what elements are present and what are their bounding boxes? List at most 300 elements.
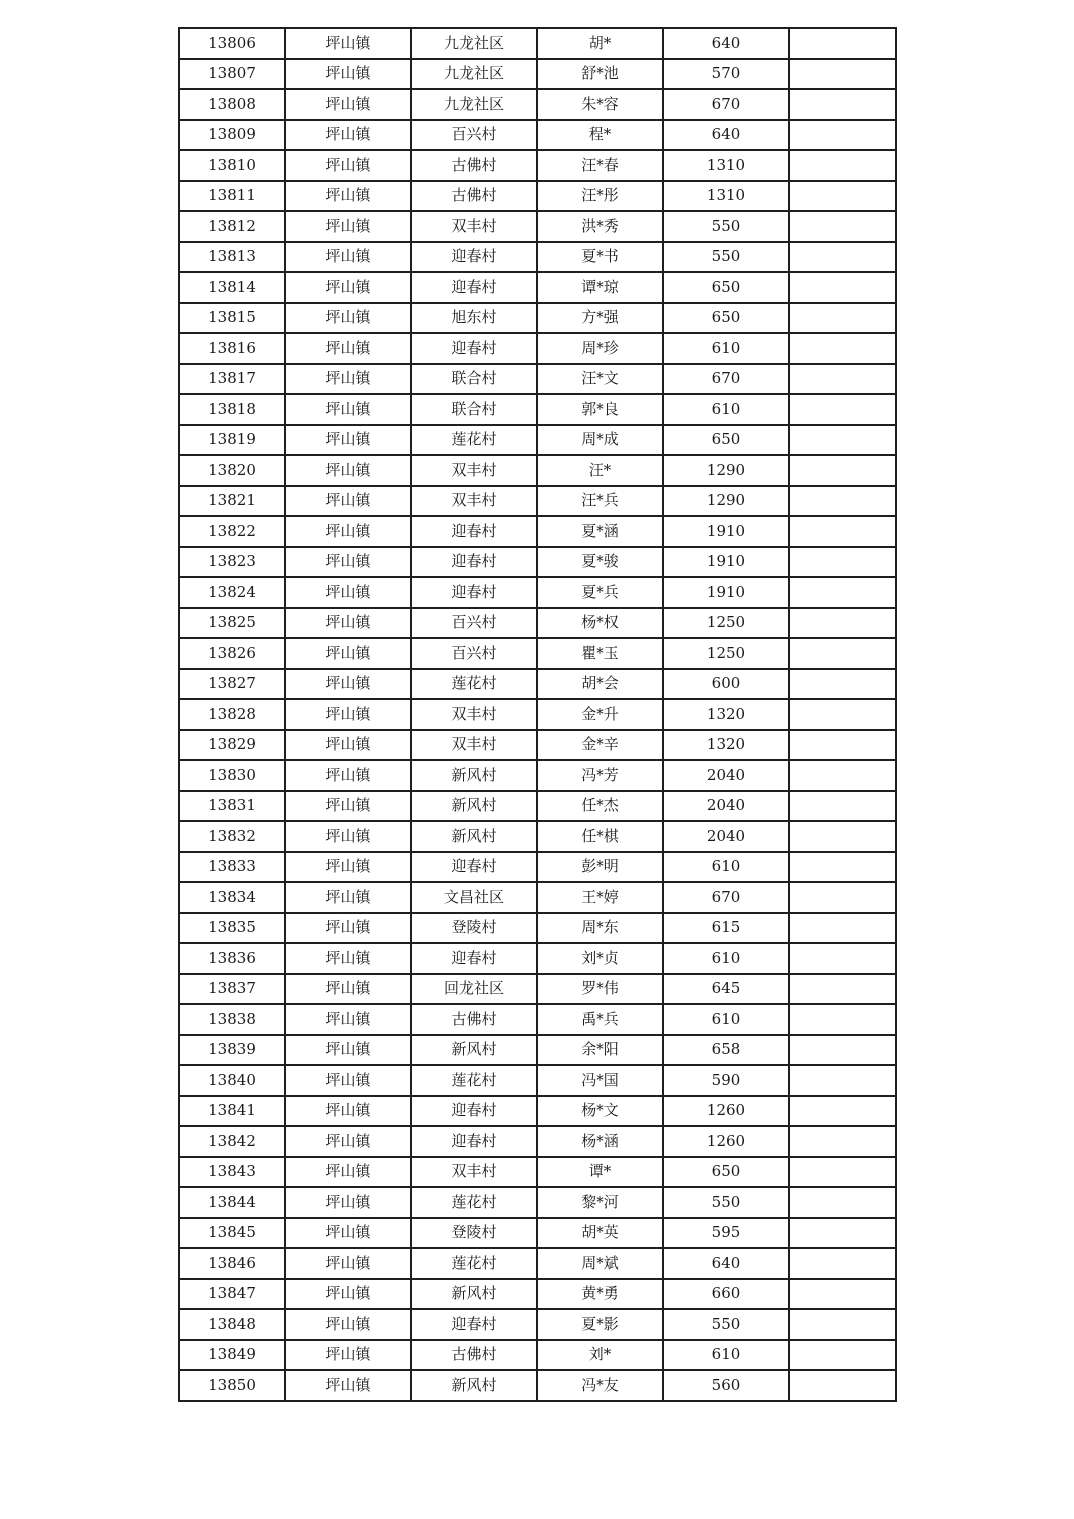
cell-town: 坪山镇 bbox=[285, 1309, 411, 1340]
cell-name: 胡*英 bbox=[537, 1218, 663, 1249]
cell-village: 新风村 bbox=[411, 760, 537, 791]
cell-note bbox=[789, 1157, 896, 1188]
cell-town: 坪山镇 bbox=[285, 943, 411, 974]
cell-note bbox=[789, 730, 896, 761]
cell-village: 迎春村 bbox=[411, 577, 537, 608]
cell-amount: 658 bbox=[663, 1035, 789, 1066]
cell-note bbox=[789, 1370, 896, 1401]
cell-village: 迎春村 bbox=[411, 852, 537, 883]
cell-serial-number: 13833 bbox=[179, 852, 285, 883]
cell-name: 刘*贞 bbox=[537, 943, 663, 974]
cell-town: 坪山镇 bbox=[285, 1218, 411, 1249]
cell-amount: 670 bbox=[663, 89, 789, 120]
cell-note bbox=[789, 791, 896, 822]
cell-note bbox=[789, 28, 896, 59]
cell-village: 迎春村 bbox=[411, 272, 537, 303]
cell-serial-number: 13843 bbox=[179, 1157, 285, 1188]
cell-town: 坪山镇 bbox=[285, 974, 411, 1005]
cell-serial-number: 13839 bbox=[179, 1035, 285, 1066]
cell-serial-number: 13806 bbox=[179, 28, 285, 59]
cell-name: 汪*春 bbox=[537, 150, 663, 181]
cell-name: 彭*明 bbox=[537, 852, 663, 883]
cell-name: 余*阳 bbox=[537, 1035, 663, 1066]
table-row bbox=[179, 333, 896, 364]
cell-name: 周*成 bbox=[537, 425, 663, 456]
cell-serial-number: 13809 bbox=[179, 120, 285, 151]
cell-village: 迎春村 bbox=[411, 547, 537, 578]
cell-serial-number: 13817 bbox=[179, 364, 285, 395]
table-row bbox=[179, 699, 896, 730]
cell-name: 胡* bbox=[537, 28, 663, 59]
cell-name: 冯*国 bbox=[537, 1065, 663, 1096]
cell-village: 新风村 bbox=[411, 1370, 537, 1401]
cell-serial-number: 13814 bbox=[179, 272, 285, 303]
cell-note bbox=[789, 852, 896, 883]
cell-name: 夏*影 bbox=[537, 1309, 663, 1340]
cell-amount: 640 bbox=[663, 1248, 789, 1279]
cell-amount: 550 bbox=[663, 211, 789, 242]
cell-amount: 2040 bbox=[663, 821, 789, 852]
cell-town: 坪山镇 bbox=[285, 669, 411, 700]
cell-amount: 550 bbox=[663, 1309, 789, 1340]
cell-amount: 1290 bbox=[663, 486, 789, 517]
cell-serial-number: 13836 bbox=[179, 943, 285, 974]
table-row bbox=[179, 852, 896, 883]
cell-village: 文昌社区 bbox=[411, 882, 537, 913]
cell-serial-number: 13826 bbox=[179, 638, 285, 669]
cell-amount: 1260 bbox=[663, 1096, 789, 1127]
cell-note bbox=[789, 1248, 896, 1279]
cell-note bbox=[789, 89, 896, 120]
cell-name: 朱*容 bbox=[537, 89, 663, 120]
table-row bbox=[179, 1004, 896, 1035]
cell-name: 禹*兵 bbox=[537, 1004, 663, 1035]
cell-serial-number: 13818 bbox=[179, 394, 285, 425]
cell-town: 坪山镇 bbox=[285, 242, 411, 273]
cell-town: 坪山镇 bbox=[285, 1035, 411, 1066]
cell-amount: 550 bbox=[663, 242, 789, 273]
cell-town: 坪山镇 bbox=[285, 882, 411, 913]
cell-amount: 1320 bbox=[663, 699, 789, 730]
cell-town: 坪山镇 bbox=[285, 516, 411, 547]
table-row bbox=[179, 1187, 896, 1218]
cell-note bbox=[789, 455, 896, 486]
cell-serial-number: 13815 bbox=[179, 303, 285, 334]
cell-amount: 650 bbox=[663, 303, 789, 334]
cell-serial-number: 13832 bbox=[179, 821, 285, 852]
table-row bbox=[179, 486, 896, 517]
table-row bbox=[179, 150, 896, 181]
cell-note bbox=[789, 1126, 896, 1157]
cell-note bbox=[789, 1279, 896, 1310]
table-row bbox=[179, 59, 896, 90]
cell-town: 坪山镇 bbox=[285, 1340, 411, 1371]
table-row bbox=[179, 1065, 896, 1096]
cell-town: 坪山镇 bbox=[285, 730, 411, 761]
cell-town: 坪山镇 bbox=[285, 181, 411, 212]
cell-serial-number: 13823 bbox=[179, 547, 285, 578]
table-row bbox=[179, 425, 896, 456]
roster-table bbox=[178, 27, 897, 1402]
cell-note bbox=[789, 913, 896, 944]
cell-name: 夏*涵 bbox=[537, 516, 663, 547]
cell-name: 舒*池 bbox=[537, 59, 663, 90]
cell-village: 九龙社区 bbox=[411, 59, 537, 90]
cell-serial-number: 13811 bbox=[179, 181, 285, 212]
cell-name: 冯*友 bbox=[537, 1370, 663, 1401]
cell-name: 汪* bbox=[537, 455, 663, 486]
cell-name: 金*辛 bbox=[537, 730, 663, 761]
cell-note bbox=[789, 333, 896, 364]
cell-town: 坪山镇 bbox=[285, 608, 411, 639]
cell-village: 双丰村 bbox=[411, 730, 537, 761]
cell-village: 莲花村 bbox=[411, 1065, 537, 1096]
cell-note bbox=[789, 486, 896, 517]
cell-note bbox=[789, 760, 896, 791]
cell-town: 坪山镇 bbox=[285, 364, 411, 395]
cell-note bbox=[789, 577, 896, 608]
cell-amount: 610 bbox=[663, 1004, 789, 1035]
cell-village: 九龙社区 bbox=[411, 89, 537, 120]
cell-village: 古佛村 bbox=[411, 1004, 537, 1035]
cell-name: 杨*权 bbox=[537, 608, 663, 639]
cell-note bbox=[789, 1096, 896, 1127]
cell-note bbox=[789, 974, 896, 1005]
cell-village: 旭东村 bbox=[411, 303, 537, 334]
cell-village: 迎春村 bbox=[411, 242, 537, 273]
cell-note bbox=[789, 425, 896, 456]
cell-amount: 1260 bbox=[663, 1126, 789, 1157]
cell-serial-number: 13820 bbox=[179, 455, 285, 486]
cell-name: 刘* bbox=[537, 1340, 663, 1371]
cell-village: 莲花村 bbox=[411, 1248, 537, 1279]
cell-town: 坪山镇 bbox=[285, 272, 411, 303]
cell-note bbox=[789, 1187, 896, 1218]
cell-name: 程* bbox=[537, 120, 663, 151]
cell-serial-number: 13847 bbox=[179, 1279, 285, 1310]
cell-town: 坪山镇 bbox=[285, 394, 411, 425]
cell-town: 坪山镇 bbox=[285, 577, 411, 608]
table-row bbox=[179, 181, 896, 212]
table-row bbox=[179, 364, 896, 395]
cell-note bbox=[789, 211, 896, 242]
cell-serial-number: 13827 bbox=[179, 669, 285, 700]
cell-village: 新风村 bbox=[411, 1279, 537, 1310]
cell-town: 坪山镇 bbox=[285, 638, 411, 669]
cell-town: 坪山镇 bbox=[285, 1157, 411, 1188]
cell-note bbox=[789, 943, 896, 974]
cell-town: 坪山镇 bbox=[285, 455, 411, 486]
cell-town: 坪山镇 bbox=[285, 1370, 411, 1401]
table-row bbox=[179, 516, 896, 547]
cell-name: 汪*兵 bbox=[537, 486, 663, 517]
table-row bbox=[179, 1157, 896, 1188]
cell-name: 谭*琼 bbox=[537, 272, 663, 303]
cell-note bbox=[789, 699, 896, 730]
cell-town: 坪山镇 bbox=[285, 28, 411, 59]
table-row bbox=[179, 28, 896, 59]
cell-note bbox=[789, 242, 896, 273]
cell-village: 莲花村 bbox=[411, 1187, 537, 1218]
cell-serial-number: 13842 bbox=[179, 1126, 285, 1157]
cell-name: 夏*骏 bbox=[537, 547, 663, 578]
cell-amount: 1310 bbox=[663, 181, 789, 212]
cell-note bbox=[789, 59, 896, 90]
cell-note bbox=[789, 1340, 896, 1371]
table-row bbox=[179, 1248, 896, 1279]
cell-name: 任*棋 bbox=[537, 821, 663, 852]
cell-serial-number: 13812 bbox=[179, 211, 285, 242]
cell-amount: 560 bbox=[663, 1370, 789, 1401]
cell-serial-number: 13844 bbox=[179, 1187, 285, 1218]
cell-amount: 610 bbox=[663, 1340, 789, 1371]
cell-serial-number: 13841 bbox=[179, 1096, 285, 1127]
cell-note bbox=[789, 150, 896, 181]
table-row bbox=[179, 1370, 896, 1401]
table-row bbox=[179, 547, 896, 578]
table-row bbox=[179, 272, 896, 303]
cell-town: 坪山镇 bbox=[285, 913, 411, 944]
table-row bbox=[179, 882, 896, 913]
cell-village: 新风村 bbox=[411, 821, 537, 852]
cell-town: 坪山镇 bbox=[285, 1279, 411, 1310]
cell-serial-number: 13822 bbox=[179, 516, 285, 547]
cell-serial-number: 13816 bbox=[179, 333, 285, 364]
cell-serial-number: 13831 bbox=[179, 791, 285, 822]
cell-amount: 670 bbox=[663, 882, 789, 913]
table-row bbox=[179, 394, 896, 425]
cell-village: 莲花村 bbox=[411, 669, 537, 700]
table-row bbox=[179, 608, 896, 639]
cell-amount: 615 bbox=[663, 913, 789, 944]
cell-name: 王*婷 bbox=[537, 882, 663, 913]
cell-serial-number: 13848 bbox=[179, 1309, 285, 1340]
table-row bbox=[179, 1035, 896, 1066]
cell-village: 迎春村 bbox=[411, 333, 537, 364]
table-row bbox=[179, 791, 896, 822]
cell-name: 夏*兵 bbox=[537, 577, 663, 608]
cell-town: 坪山镇 bbox=[285, 1065, 411, 1096]
cell-village: 联合村 bbox=[411, 364, 537, 395]
cell-amount: 1910 bbox=[663, 547, 789, 578]
table-row bbox=[179, 1340, 896, 1371]
cell-village: 九龙社区 bbox=[411, 28, 537, 59]
cell-village: 古佛村 bbox=[411, 181, 537, 212]
cell-village: 双丰村 bbox=[411, 455, 537, 486]
cell-town: 坪山镇 bbox=[285, 1126, 411, 1157]
cell-village: 古佛村 bbox=[411, 150, 537, 181]
cell-amount: 640 bbox=[663, 120, 789, 151]
table-row bbox=[179, 821, 896, 852]
table-row bbox=[179, 89, 896, 120]
table-row bbox=[179, 1218, 896, 1249]
cell-note bbox=[789, 120, 896, 151]
cell-amount: 640 bbox=[663, 28, 789, 59]
table-row bbox=[179, 1279, 896, 1310]
cell-name: 胡*会 bbox=[537, 669, 663, 700]
cell-serial-number: 13845 bbox=[179, 1218, 285, 1249]
table-row bbox=[179, 974, 896, 1005]
cell-amount: 600 bbox=[663, 669, 789, 700]
table-row bbox=[179, 577, 896, 608]
cell-serial-number: 13835 bbox=[179, 913, 285, 944]
cell-amount: 590 bbox=[663, 1065, 789, 1096]
cell-village: 登陵村 bbox=[411, 913, 537, 944]
cell-amount: 1250 bbox=[663, 608, 789, 639]
cell-amount: 1320 bbox=[663, 730, 789, 761]
table-row bbox=[179, 211, 896, 242]
table-row bbox=[179, 913, 896, 944]
cell-note bbox=[789, 272, 896, 303]
cell-village: 新风村 bbox=[411, 791, 537, 822]
cell-name: 汪*彤 bbox=[537, 181, 663, 212]
cell-note bbox=[789, 882, 896, 913]
cell-note bbox=[789, 1309, 896, 1340]
cell-amount: 650 bbox=[663, 272, 789, 303]
cell-village: 莲花村 bbox=[411, 425, 537, 456]
cell-village: 双丰村 bbox=[411, 486, 537, 517]
cell-town: 坪山镇 bbox=[285, 699, 411, 730]
table-row bbox=[179, 455, 896, 486]
cell-serial-number: 13824 bbox=[179, 577, 285, 608]
cell-note bbox=[789, 1218, 896, 1249]
table-row bbox=[179, 303, 896, 334]
table-row bbox=[179, 1126, 896, 1157]
cell-serial-number: 13846 bbox=[179, 1248, 285, 1279]
cell-amount: 645 bbox=[663, 974, 789, 1005]
cell-serial-number: 13837 bbox=[179, 974, 285, 1005]
cell-name: 金*升 bbox=[537, 699, 663, 730]
cell-amount: 1910 bbox=[663, 516, 789, 547]
cell-serial-number: 13828 bbox=[179, 699, 285, 730]
cell-village: 迎春村 bbox=[411, 1096, 537, 1127]
table-row bbox=[179, 730, 896, 761]
cell-village: 双丰村 bbox=[411, 699, 537, 730]
table-row bbox=[179, 669, 896, 700]
cell-serial-number: 13825 bbox=[179, 608, 285, 639]
cell-village: 回龙社区 bbox=[411, 974, 537, 1005]
cell-village: 百兴村 bbox=[411, 638, 537, 669]
cell-note bbox=[789, 303, 896, 334]
cell-amount: 660 bbox=[663, 1279, 789, 1310]
cell-serial-number: 13808 bbox=[179, 89, 285, 120]
cell-name: 杨*文 bbox=[537, 1096, 663, 1127]
cell-town: 坪山镇 bbox=[285, 791, 411, 822]
cell-amount: 650 bbox=[663, 1157, 789, 1188]
cell-name: 周*斌 bbox=[537, 1248, 663, 1279]
cell-amount: 550 bbox=[663, 1187, 789, 1218]
cell-town: 坪山镇 bbox=[285, 1096, 411, 1127]
cell-serial-number: 13834 bbox=[179, 882, 285, 913]
cell-town: 坪山镇 bbox=[285, 486, 411, 517]
cell-town: 坪山镇 bbox=[285, 1187, 411, 1218]
cell-amount: 610 bbox=[663, 943, 789, 974]
cell-amount: 570 bbox=[663, 59, 789, 90]
cell-name: 罗*伟 bbox=[537, 974, 663, 1005]
cell-amount: 610 bbox=[663, 852, 789, 883]
cell-serial-number: 13813 bbox=[179, 242, 285, 273]
cell-amount: 1250 bbox=[663, 638, 789, 669]
cell-serial-number: 13850 bbox=[179, 1370, 285, 1401]
cell-serial-number: 13819 bbox=[179, 425, 285, 456]
cell-town: 坪山镇 bbox=[285, 333, 411, 364]
cell-name: 谭* bbox=[537, 1157, 663, 1188]
cell-town: 坪山镇 bbox=[285, 547, 411, 578]
cell-serial-number: 13807 bbox=[179, 59, 285, 90]
table-row bbox=[179, 638, 896, 669]
cell-name: 瞿*玉 bbox=[537, 638, 663, 669]
cell-village: 登陵村 bbox=[411, 1218, 537, 1249]
cell-name: 冯*芳 bbox=[537, 760, 663, 791]
cell-note bbox=[789, 608, 896, 639]
cell-village: 双丰村 bbox=[411, 1157, 537, 1188]
cell-name: 汪*文 bbox=[537, 364, 663, 395]
cell-town: 坪山镇 bbox=[285, 120, 411, 151]
cell-note bbox=[789, 638, 896, 669]
cell-amount: 2040 bbox=[663, 791, 789, 822]
table-row bbox=[179, 943, 896, 974]
cell-amount: 1310 bbox=[663, 150, 789, 181]
cell-note bbox=[789, 1065, 896, 1096]
cell-name: 夏*书 bbox=[537, 242, 663, 273]
cell-name: 周*珍 bbox=[537, 333, 663, 364]
cell-amount: 1910 bbox=[663, 577, 789, 608]
cell-serial-number: 13830 bbox=[179, 760, 285, 791]
table-row bbox=[179, 242, 896, 273]
cell-town: 坪山镇 bbox=[285, 211, 411, 242]
cell-village: 百兴村 bbox=[411, 120, 537, 151]
cell-village: 双丰村 bbox=[411, 211, 537, 242]
cell-town: 坪山镇 bbox=[285, 59, 411, 90]
cell-name: 杨*涵 bbox=[537, 1126, 663, 1157]
cell-village: 迎春村 bbox=[411, 516, 537, 547]
cell-village: 迎春村 bbox=[411, 1309, 537, 1340]
cell-name: 洪*秀 bbox=[537, 211, 663, 242]
cell-serial-number: 13849 bbox=[179, 1340, 285, 1371]
cell-name: 方*强 bbox=[537, 303, 663, 334]
cell-amount: 650 bbox=[663, 425, 789, 456]
cell-note bbox=[789, 547, 896, 578]
cell-amount: 610 bbox=[663, 394, 789, 425]
cell-village: 古佛村 bbox=[411, 1340, 537, 1371]
cell-name: 周*东 bbox=[537, 913, 663, 944]
cell-town: 坪山镇 bbox=[285, 303, 411, 334]
cell-town: 坪山镇 bbox=[285, 760, 411, 791]
cell-amount: 610 bbox=[663, 333, 789, 364]
cell-note bbox=[789, 669, 896, 700]
table-row bbox=[179, 120, 896, 151]
cell-town: 坪山镇 bbox=[285, 852, 411, 883]
cell-amount: 670 bbox=[663, 364, 789, 395]
cell-village: 迎春村 bbox=[411, 1126, 537, 1157]
cell-note bbox=[789, 1004, 896, 1035]
cell-serial-number: 13829 bbox=[179, 730, 285, 761]
cell-village: 迎春村 bbox=[411, 943, 537, 974]
table-row bbox=[179, 1309, 896, 1340]
cell-village: 新风村 bbox=[411, 1035, 537, 1066]
cell-serial-number: 13838 bbox=[179, 1004, 285, 1035]
cell-note bbox=[789, 821, 896, 852]
cell-note bbox=[789, 181, 896, 212]
cell-serial-number: 13840 bbox=[179, 1065, 285, 1096]
cell-name: 黎*河 bbox=[537, 1187, 663, 1218]
cell-town: 坪山镇 bbox=[285, 89, 411, 120]
cell-town: 坪山镇 bbox=[285, 1248, 411, 1279]
cell-village: 联合村 bbox=[411, 394, 537, 425]
cell-serial-number: 13810 bbox=[179, 150, 285, 181]
cell-town: 坪山镇 bbox=[285, 425, 411, 456]
table-row bbox=[179, 760, 896, 791]
